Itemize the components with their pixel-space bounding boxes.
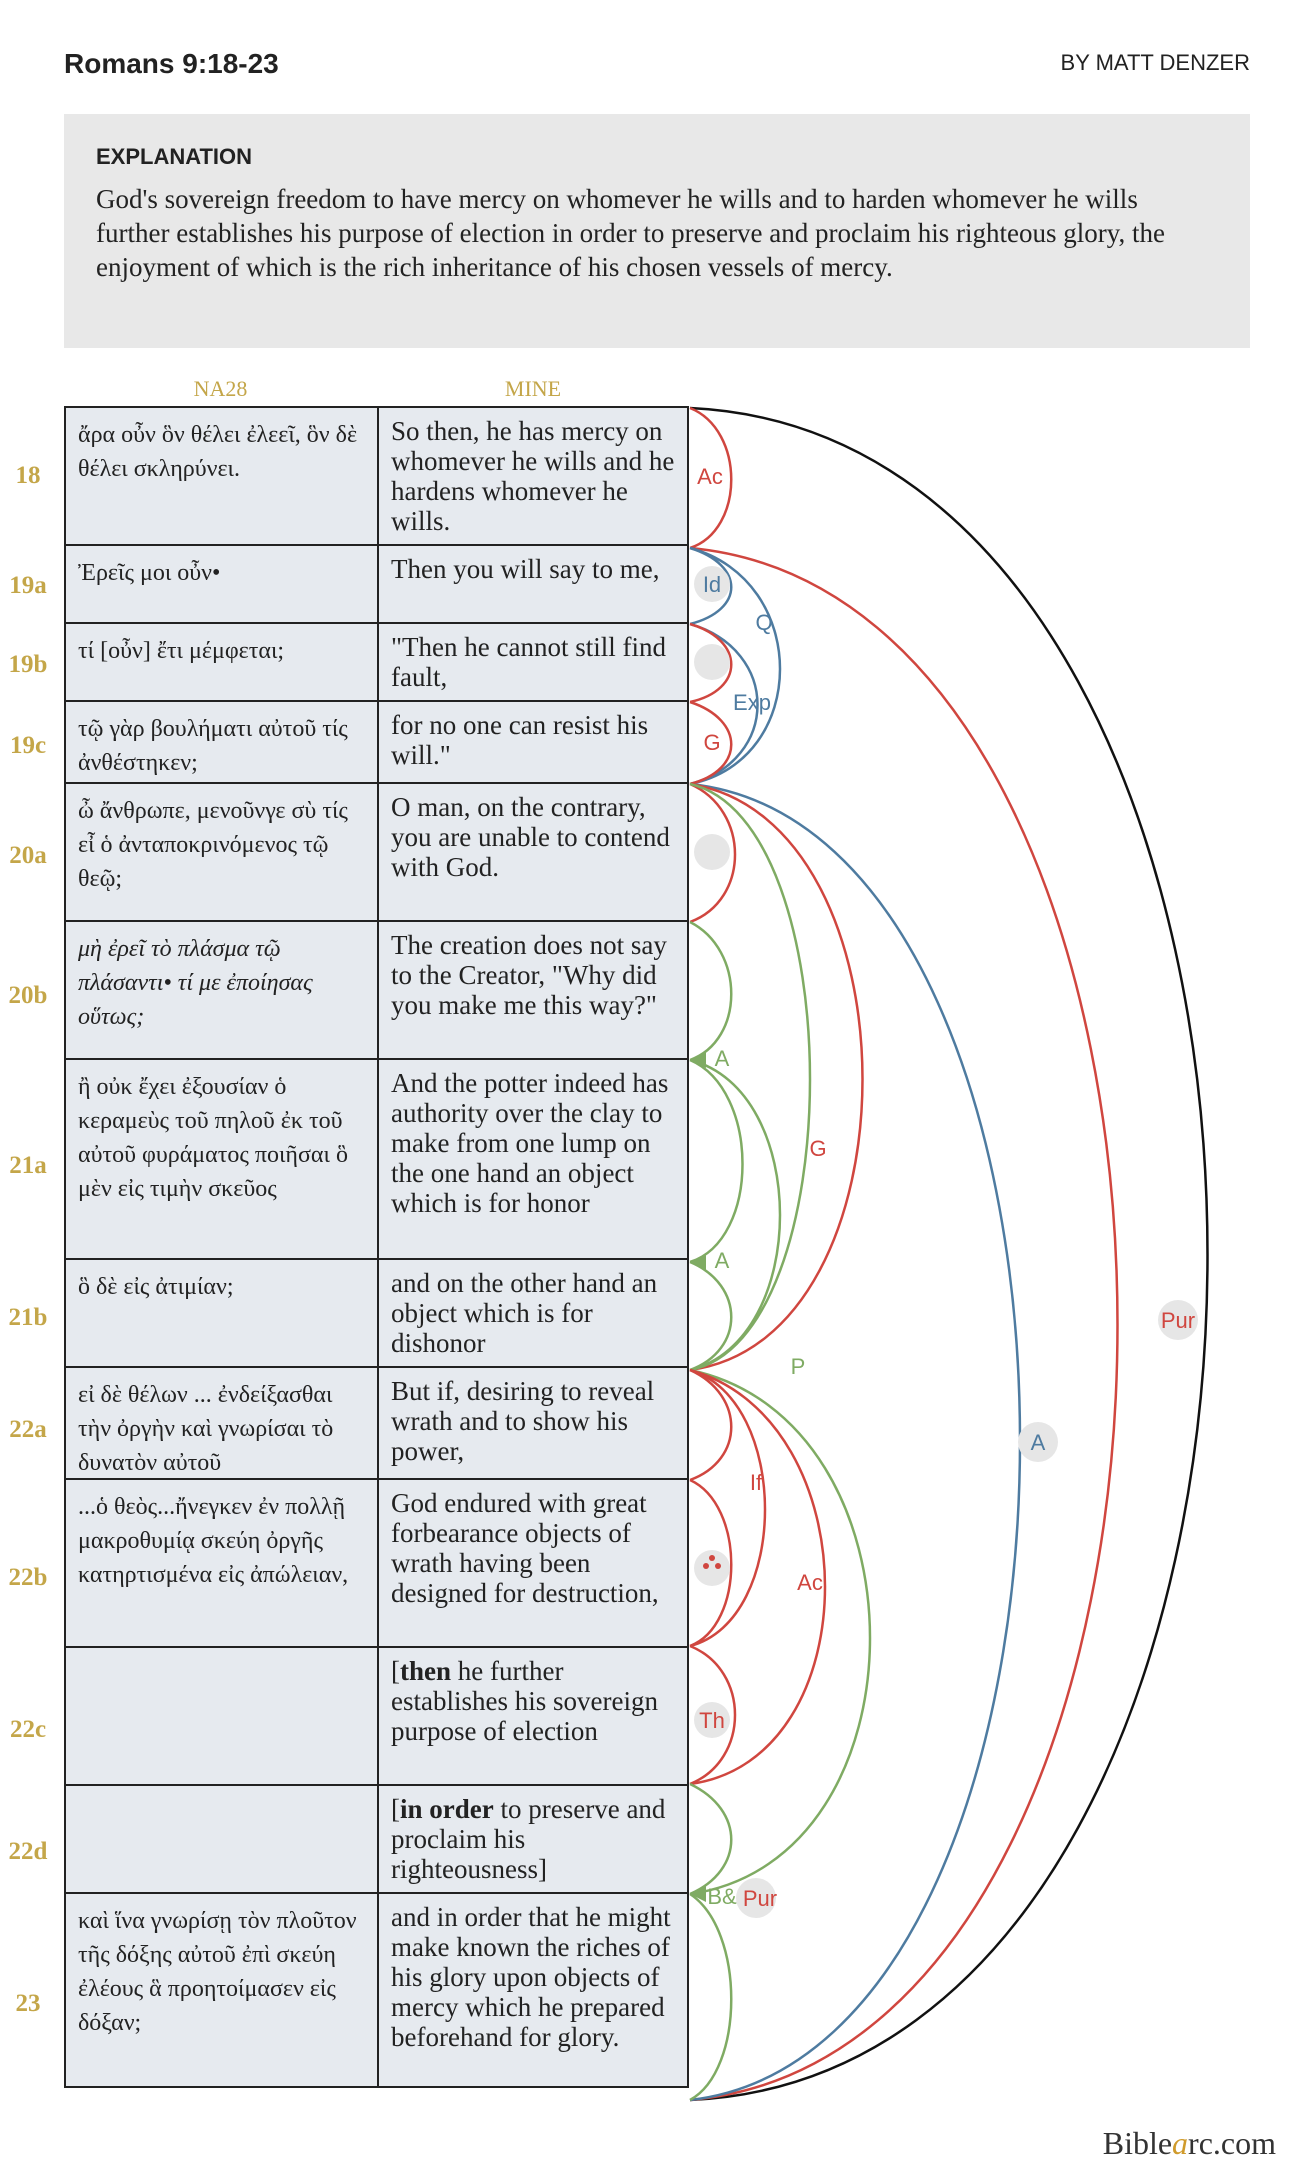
inference-dot	[709, 1555, 715, 1561]
arc-label: Q	[755, 610, 773, 635]
verse-number: 19b	[8, 651, 48, 678]
arc-label: A	[714, 1248, 730, 1273]
greek-cell: ...ὁ θεὸς...ἤνεγκεν ἐν πολλῇ μακροθυμίᾳ σκεύη ὀργῆς κατηρτισμένα εἰς ἀπώλειαν,	[66, 1480, 379, 1646]
verse-number: 20b	[8, 982, 48, 1009]
arc-label: Id	[702, 572, 722, 597]
verse-number: 18	[15, 462, 41, 489]
arc-22d	[690, 1784, 731, 1894]
greek-cell: τί [οὖν] ἔτι μέμφεται;	[66, 624, 379, 700]
arc-23	[690, 1894, 731, 2100]
english-cell: and on the other hand an object which is for dishonor	[391, 1268, 658, 1358]
inference-dot	[715, 1563, 721, 1569]
arc-22a	[690, 1370, 731, 1480]
arc-label: Th	[699, 1708, 725, 1733]
arc-label: G	[809, 1136, 827, 1161]
greek-cell: ὃ δὲ εἰς ἀτιμίαν;	[66, 1260, 379, 1366]
arc-label: B&	[707, 1884, 737, 1909]
english-cell: [in order to preserve and proclaim his righteousness]	[391, 1794, 666, 1884]
english-cell: Then you will say to me,	[391, 554, 660, 584]
arrow-head	[690, 1052, 706, 1068]
english-cell: So then, he has mercy on whomever he wills and he hardens whomever he wills.	[391, 416, 675, 536]
english-cell: But if, desiring to reveal wrath and to show his power,	[391, 1376, 655, 1466]
emphasis-in-order: in order	[400, 1794, 494, 1824]
author-byline: BY MATT DENZER	[1060, 50, 1250, 75]
arc-if	[690, 1370, 765, 1646]
arc-label: Ac	[697, 464, 723, 489]
arrow-head	[690, 1254, 706, 1270]
arc-label: A	[714, 1046, 730, 1071]
verse-number: 21a	[9, 1152, 47, 1179]
arc-green-21a	[690, 1060, 743, 1262]
explanation-heading: EXPLANATION	[96, 144, 253, 169]
arc-label: Pur	[742, 1886, 778, 1911]
english-cell: and in order that he might make known the riches of his glory upon objects of mercy which he prepared beforehand for glory.	[391, 1902, 671, 2052]
page-title: Romans 9:18-23	[64, 48, 279, 79]
arc-green-20b	[690, 922, 731, 1060]
greek-cell: ἄρα οὖν ὃν θέλει ἐλεεῖ, ὃν δὲ θέλει σκληρύνει.	[66, 408, 379, 544]
verse-number: 20a	[9, 842, 47, 869]
verse-number: 23	[15, 1990, 41, 2017]
arc-label: A	[1030, 1430, 1046, 1455]
column-header-english: MINE	[504, 376, 562, 401]
emphasis-then: then	[400, 1656, 452, 1686]
english-cell: for no one can resist his will."	[391, 710, 649, 770]
verse-number: 22d	[8, 1838, 48, 1865]
verse-number: 22c	[9, 1716, 47, 1743]
greek-cell: ὦ ἄνθρωπε, μενοῦνγε σὺ τίς εἶ ὁ ἀνταποκρινόμενος τῷ θεῷ;	[66, 784, 379, 920]
english-cell: And the potter indeed has authority over the clay to make from one lump on the one hand an object which is for honor	[391, 1068, 669, 1218]
greek-cell: Ἐρεῖς μοι οὖν•	[66, 546, 379, 622]
arc-label: Ac	[797, 1570, 823, 1595]
arc-label: Pur	[1160, 1308, 1196, 1333]
english-cell: "Then he cannot still find fault,	[391, 632, 666, 692]
arc-label: G	[703, 730, 721, 755]
verse-number: 21b	[8, 1304, 48, 1331]
verse-number: 22b	[8, 1564, 48, 1591]
arc-label: If	[749, 1470, 763, 1495]
arc-label: Exp	[733, 690, 771, 715]
label-circle	[694, 834, 730, 870]
explanation-text: God's sovereign freedom to have mercy on whomever he wills and to harden whomever he wills further establishes his purpose of election in order to preserve and proclaim his righteous glory, the enjoyment of which is the rich inheritance of his chosen vessels of mercy.	[96, 184, 1165, 282]
biblearc-logo[interactable]: Biblearc.com	[1102, 2125, 1276, 2161]
verse-number: 19c	[9, 732, 47, 759]
verse-number: 22a	[9, 1416, 47, 1443]
label-circle	[694, 644, 730, 680]
english-cell: [then he further establishes his sovereign purpose of election	[391, 1656, 658, 1746]
inference-dot	[703, 1563, 709, 1569]
arc-label: P	[790, 1354, 806, 1379]
column-header-greek: NA28	[193, 376, 248, 401]
english-cell: The creation does not say to the Creator, "Why did you make me this way?"	[391, 930, 667, 1020]
arc-black-outer	[690, 408, 1208, 2100]
greek-cell: εἰ δὲ θέλων ... ἐνδείξασθαι τὴν ὀργὴν καὶ γνωρίσαι τὸ δυνατὸν αὐτοῦ	[66, 1368, 379, 1478]
english-cell: God endured with great forbearance objects of wrath having been designed for destruction,	[391, 1488, 659, 1608]
greek-cell: ἢ οὐκ ἔχει ἐξουσίαν ὁ κεραμεὺς τοῦ πηλοῦ ἐκ τοῦ αὐτοῦ φυράματος ποιῆσαι ὃ μὲν εἰς τιμὴν σκεῦος	[66, 1060, 379, 1258]
greek-cell: καὶ ἵνα γνωρίσῃ τὸν πλοῦτον τῆς δόξης αὐτοῦ ἐπὶ σκεύη ἐλέους ἃ προητοίμασεν εἰς δόξαν;	[66, 1894, 379, 2086]
greek-cell: τῷ γὰρ βουλήματι αὐτοῦ τίς ἀνθέστηκεν;	[66, 702, 379, 782]
greek-cell: μὴ ἐρεῖ τὸ πλάσμα τῷ πλάσαντι• τί με ἐποίησας οὕτως;	[66, 922, 379, 1058]
english-cell: O man, on the contrary, you are unable to contend with God.	[391, 792, 670, 882]
verse-number: 19a	[9, 572, 47, 599]
arc-green-outer	[690, 784, 810, 1370]
